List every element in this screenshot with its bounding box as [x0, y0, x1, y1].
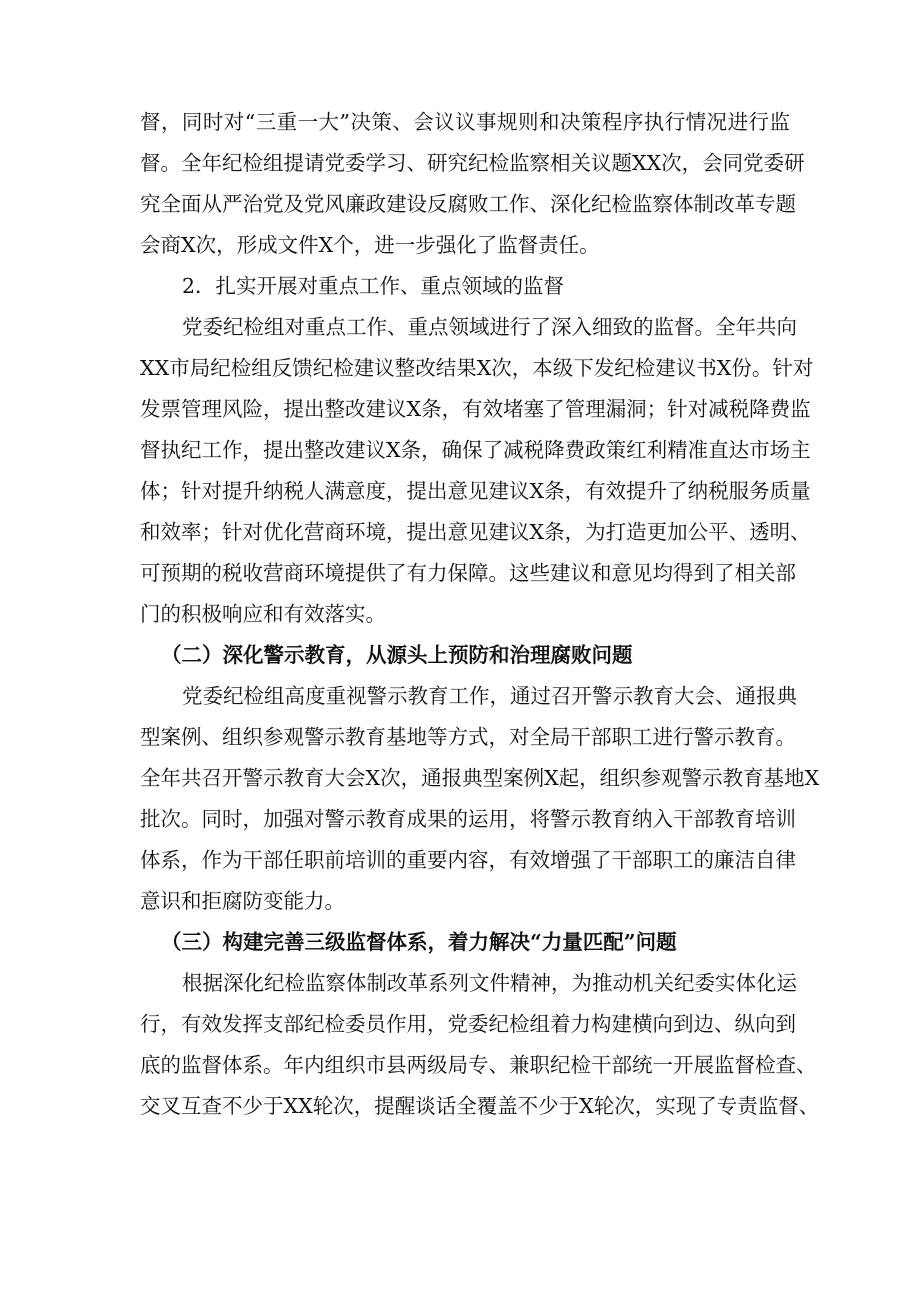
document-body — [140, 102, 820, 1127]
paragraph-line: 行，有效发挥支部纪检委员作用，党委纪检组着力构建横向到边、纵向到 — [140, 1012, 796, 1036]
paragraph-line: 会商X次，形成文件X个，进一步强化了监督责任。 — [140, 233, 600, 257]
paragraph-line: 究全面从严治党及党风廉政建设反腐败工作、深化纪检监察体制改革专题 — [140, 192, 796, 216]
paragraph-line: 批次。同时，加强对警示教育成果的运用，将警示教育纳入干部教育培训 — [140, 807, 796, 831]
paragraph-line: 根据深化纪检监察体制改革系列文件精神，为推动机关纪委实体化运 — [182, 971, 797, 995]
section-heading: （三）构建完善三级监督体系，着力解决“力量匹配”问题 — [161, 930, 677, 954]
paragraph-line: 和效率；针对优化营商环境，提出意见建议X条，为打造更加公平、透明、 — [140, 520, 811, 544]
paragraph-line: 督，同时对“三重一大”决策、会议议事规则和决策程序执行情况进行监 — [140, 110, 790, 134]
paragraph-line: 型案例、组织参观警示教育基地等方式，对全局干部职工进行警示教育。 — [140, 725, 796, 749]
paragraph-line: 督。全年纪检组提请党委学习、研究纪检监察相关议题XX次，会同党委研 — [140, 151, 805, 175]
paragraph-line: 体；针对提升纳税人满意度，提出意见建议X条，有效提升了纳税服务质量 — [140, 479, 811, 503]
paragraph-line: 门的积极响应和有效落实。 — [140, 602, 386, 626]
paragraph-line: 体系，作为干部任职前培训的重要内容，有效增强了干部职工的廉洁自律 — [140, 848, 796, 872]
paragraph-line: 发票管理风险，提出整改建议X条，有效堵塞了管理漏洞；针对减税降费监 — [140, 397, 811, 421]
paragraph-line: 党委纪检组高度重视警示教育工作，通过召开警示教育大会、通报典 — [182, 684, 797, 708]
paragraph-line: 交叉互查不少于XX轮次，提醒谈话全覆盖不少于X轮次，实现了专责监督、 — [140, 1094, 820, 1118]
paragraph-line: 意识和拒腐防变能力。 — [140, 889, 345, 913]
paragraph-line: 党委纪检组对重点工作、重点领域进行了深入细致的监督。全年共向 — [182, 315, 797, 339]
paragraph-line: XX市局纪检组反馈纪检建议整改结果X次，本级下发纪检建议书X份。针对 — [140, 356, 814, 380]
paragraph-line: 全年共召开警示教育大会X次，通报典型案例X起，组织参观警示教育基地X — [140, 766, 820, 790]
paragraph-line: 督执纪工作，提出整改建议X条，确保了减税降费政策红利精准直达市场主 — [140, 438, 811, 462]
paragraph-line: 底的监督体系。年内组织市县两级局专、兼职纪检干部统一开展监督检查、 — [140, 1053, 817, 1077]
section-heading: （二）深化警示教育，从源头上预防和治理腐败问题 — [161, 643, 633, 667]
subsection-heading: 2．扎实开展对重点工作、重点领域的监督 — [182, 274, 565, 298]
paragraph-line: 可预期的税收营商环境提供了有力保障。这些建议和意见均得到了相关部 — [140, 561, 796, 585]
